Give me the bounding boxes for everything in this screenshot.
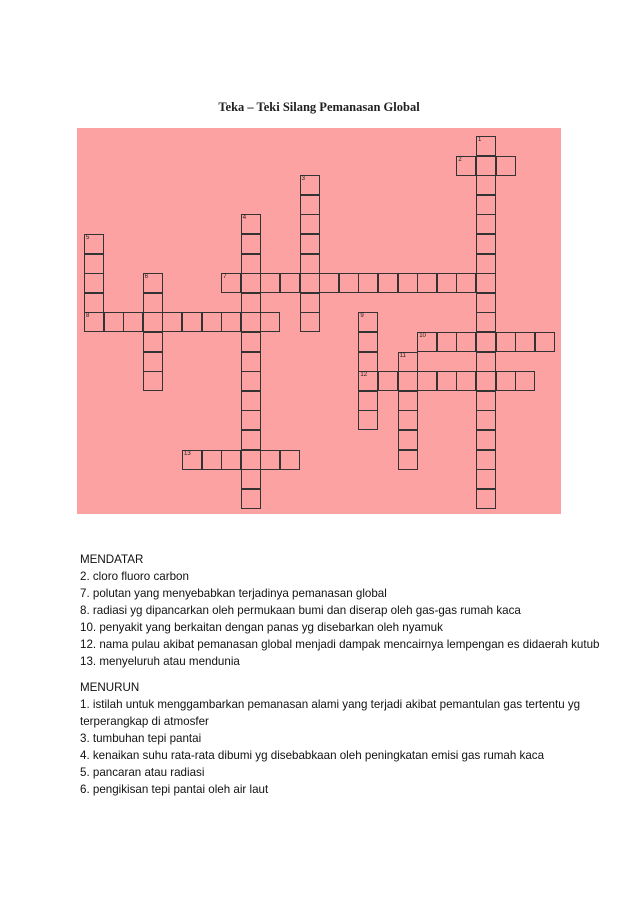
- crossword-cell[interactable]: [241, 450, 261, 470]
- crossword-cell[interactable]: [378, 371, 398, 391]
- crossword-cell[interactable]: [241, 391, 261, 411]
- crossword-cell[interactable]: [358, 312, 378, 332]
- crossword-cell[interactable]: [241, 469, 261, 489]
- crossword-cell[interactable]: [280, 450, 300, 470]
- crossword-cell[interactable]: [515, 371, 535, 391]
- crossword-cell[interactable]: [476, 156, 496, 176]
- crossword-cell[interactable]: [221, 312, 241, 332]
- clue-number: 13: [184, 450, 191, 457]
- crossword-cell[interactable]: [202, 312, 222, 332]
- clue-number: 4: [242, 215, 247, 222]
- crossword-cell[interactable]: [202, 450, 222, 470]
- crossword-cell[interactable]: [143, 332, 163, 352]
- crossword-cell[interactable]: [476, 175, 496, 195]
- crossword-cell[interactable]: [535, 332, 555, 352]
- clue-number: 7: [223, 274, 227, 281]
- crossword-cell[interactable]: [476, 312, 496, 332]
- menurun-heading: MENURUN: [80, 681, 140, 694]
- crossword-cell[interactable]: [241, 273, 261, 293]
- crossword-cell[interactable]: [437, 332, 457, 352]
- crossword-cell[interactable]: [358, 391, 378, 411]
- crossword-cell[interactable]: [456, 371, 476, 391]
- mendatar-heading: MENDATAR: [80, 553, 144, 566]
- crossword-cell[interactable]: [84, 273, 104, 293]
- crossword-cell[interactable]: [319, 273, 339, 293]
- crossword-cell[interactable]: [143, 352, 163, 372]
- crossword-cell[interactable]: [143, 293, 163, 313]
- crossword-cell[interactable]: [476, 293, 496, 313]
- crossword-cell[interactable]: [84, 293, 104, 313]
- crossword-cell[interactable]: [398, 371, 418, 391]
- crossword-cell[interactable]: [84, 234, 104, 254]
- clue-number: 9: [360, 313, 364, 320]
- crossword-cell[interactable]: [476, 410, 496, 430]
- crossword-cell[interactable]: [241, 430, 261, 450]
- crossword-cell[interactable]: [496, 371, 516, 391]
- crossword-cell[interactable]: [260, 312, 280, 332]
- crossword-cell[interactable]: [300, 234, 320, 254]
- clue-number: 6: [144, 274, 149, 281]
- crossword-cell[interactable]: [398, 273, 418, 293]
- crossword-cell[interactable]: [260, 450, 280, 470]
- crossword-cell[interactable]: [182, 450, 202, 470]
- crossword-cell[interactable]: [84, 254, 104, 274]
- crossword-cell[interactable]: [241, 332, 261, 352]
- crossword-cell[interactable]: [300, 175, 320, 195]
- clue-number: 11: [399, 352, 406, 359]
- crossword-cell[interactable]: [456, 156, 476, 176]
- menurun-section: [80, 679, 580, 798]
- crossword-cell[interactable]: [300, 312, 320, 332]
- crossword-cell[interactable]: [123, 312, 143, 332]
- crossword-cell[interactable]: [456, 273, 476, 293]
- clue-number: 3: [301, 176, 305, 183]
- crossword-cell[interactable]: [260, 273, 280, 293]
- crossword-cell[interactable]: [339, 273, 359, 293]
- crossword-cell[interactable]: [300, 293, 320, 313]
- crossword-cell[interactable]: [143, 273, 163, 293]
- crossword-cell[interactable]: [476, 234, 496, 254]
- crossword-cell[interactable]: [84, 312, 104, 332]
- mendatar-section: [80, 551, 599, 670]
- crossword-cell[interactable]: [398, 430, 418, 450]
- mendatar-clue: 7. polutan yang menyebabkan terjadinya pemanasan global: [80, 587, 387, 600]
- crossword-cell[interactable]: [476, 469, 496, 489]
- crossword-cell[interactable]: [437, 273, 457, 293]
- crossword-cell[interactable]: [300, 254, 320, 274]
- crossword-cell[interactable]: [476, 254, 496, 274]
- mendatar-clue: 10. penyakit yang berkaitan dengan panas yg disebarkan oleh nyamuk: [80, 621, 443, 634]
- clue-number: 2: [458, 156, 462, 163]
- crossword-cell[interactable]: [162, 312, 182, 332]
- crossword-cell[interactable]: [476, 332, 496, 352]
- crossword-cell[interactable]: [476, 214, 496, 234]
- crossword-cell[interactable]: [182, 312, 202, 332]
- menurun-clue: 3. tumbuhan tepi pantai: [80, 732, 202, 745]
- crossword-cell[interactable]: [476, 371, 496, 391]
- crossword-cell[interactable]: [398, 391, 418, 411]
- crossword-cell[interactable]: [496, 156, 516, 176]
- crossword-cell[interactable]: [358, 410, 378, 430]
- crossword-cell[interactable]: [417, 371, 437, 391]
- crossword-cell[interactable]: [221, 273, 241, 293]
- crossword-cell[interactable]: [437, 371, 457, 391]
- mendatar-clue: 13. menyeluruh atau mendunia: [80, 655, 240, 668]
- puzzle-title: Teka – Teki Silang Pemanasan Global: [218, 100, 420, 114]
- crossword-cell[interactable]: [358, 332, 378, 352]
- crossword-cell[interactable]: [241, 489, 261, 509]
- crossword-cell[interactable]: [143, 371, 163, 391]
- crossword-cell[interactable]: [496, 332, 516, 352]
- crossword-cell[interactable]: [476, 391, 496, 411]
- crossword-cell[interactable]: [241, 352, 261, 372]
- crossword-cell[interactable]: [358, 352, 378, 372]
- crossword-cell[interactable]: [280, 273, 300, 293]
- menurun-clue: 5. pancaran atau radiasi: [80, 766, 205, 779]
- crossword-cell[interactable]: [241, 254, 261, 274]
- clue-number: 10: [419, 333, 426, 339]
- menurun-clue: 6. pengikisan tepi pantai oleh air laut: [80, 783, 269, 796]
- menurun-clue: terperangkap di atmosfer: [80, 715, 209, 728]
- crossword-cell[interactable]: [476, 136, 496, 156]
- menurun-clue: 4. kenaikan suhu rata-rata dibumi yg disebabkaan oleh peningkatan emisi gas rumah kaca: [80, 749, 545, 762]
- crossword-cell[interactable]: [241, 410, 261, 430]
- crossword-cell[interactable]: [300, 214, 320, 234]
- menurun-clue: 1. istilah untuk menggambarkan pemanasan alami yang terjadi akibat pemantulan gas tertentu yg: [80, 698, 581, 711]
- crossword-cell[interactable]: [241, 312, 261, 332]
- crossword-cell[interactable]: [378, 273, 398, 293]
- crossword-cell[interactable]: [300, 195, 320, 215]
- mendatar-clue: 2. cloro fluoro carbon: [80, 570, 189, 583]
- clue-number: 1: [478, 137, 482, 143]
- crossword-cell[interactable]: [241, 371, 261, 391]
- crossword-cell[interactable]: [456, 332, 476, 352]
- crossword-cell[interactable]: [221, 450, 241, 470]
- crossword-cell[interactable]: [476, 273, 496, 293]
- crossword-cell[interactable]: [398, 352, 418, 372]
- crossword-cell[interactable]: [476, 489, 496, 509]
- clue-number: 12: [360, 372, 368, 379]
- crossword-board: [77, 128, 561, 514]
- crossword-cell[interactable]: [398, 450, 418, 470]
- crossword-cell[interactable]: [300, 273, 320, 293]
- crossword-cell[interactable]: [241, 234, 261, 254]
- crossword-cell[interactable]: [476, 352, 496, 372]
- mendatar-clue: 8. radiasi yg dipancarkan oleh permukaan bumi dan diserap oleh gas-gas rumah kaca: [80, 604, 521, 617]
- crossword-cell[interactable]: [515, 332, 535, 352]
- crossword-cell[interactable]: [241, 214, 261, 234]
- crossword-cell[interactable]: [476, 450, 496, 470]
- crossword-cell[interactable]: [476, 195, 496, 215]
- crossword-cell[interactable]: [358, 371, 378, 391]
- crossword-cell[interactable]: [143, 312, 163, 332]
- crossword-cell[interactable]: [476, 430, 496, 450]
- crossword-cell[interactable]: [241, 293, 261, 313]
- clue-number: 5: [86, 235, 90, 241]
- mendatar-clue: 12. nama pulau akibat pemanasan global menjadi dampak mencairnya lempengan es didaerah kutub: [80, 638, 600, 651]
- crossword-cell[interactable]: [417, 273, 437, 293]
- crossword-cell[interactable]: [104, 312, 124, 332]
- crossword-cell[interactable]: [417, 332, 437, 352]
- crossword-cell[interactable]: [358, 273, 378, 293]
- clue-number: 8: [86, 313, 90, 320]
- crossword-cell[interactable]: [398, 410, 418, 430]
